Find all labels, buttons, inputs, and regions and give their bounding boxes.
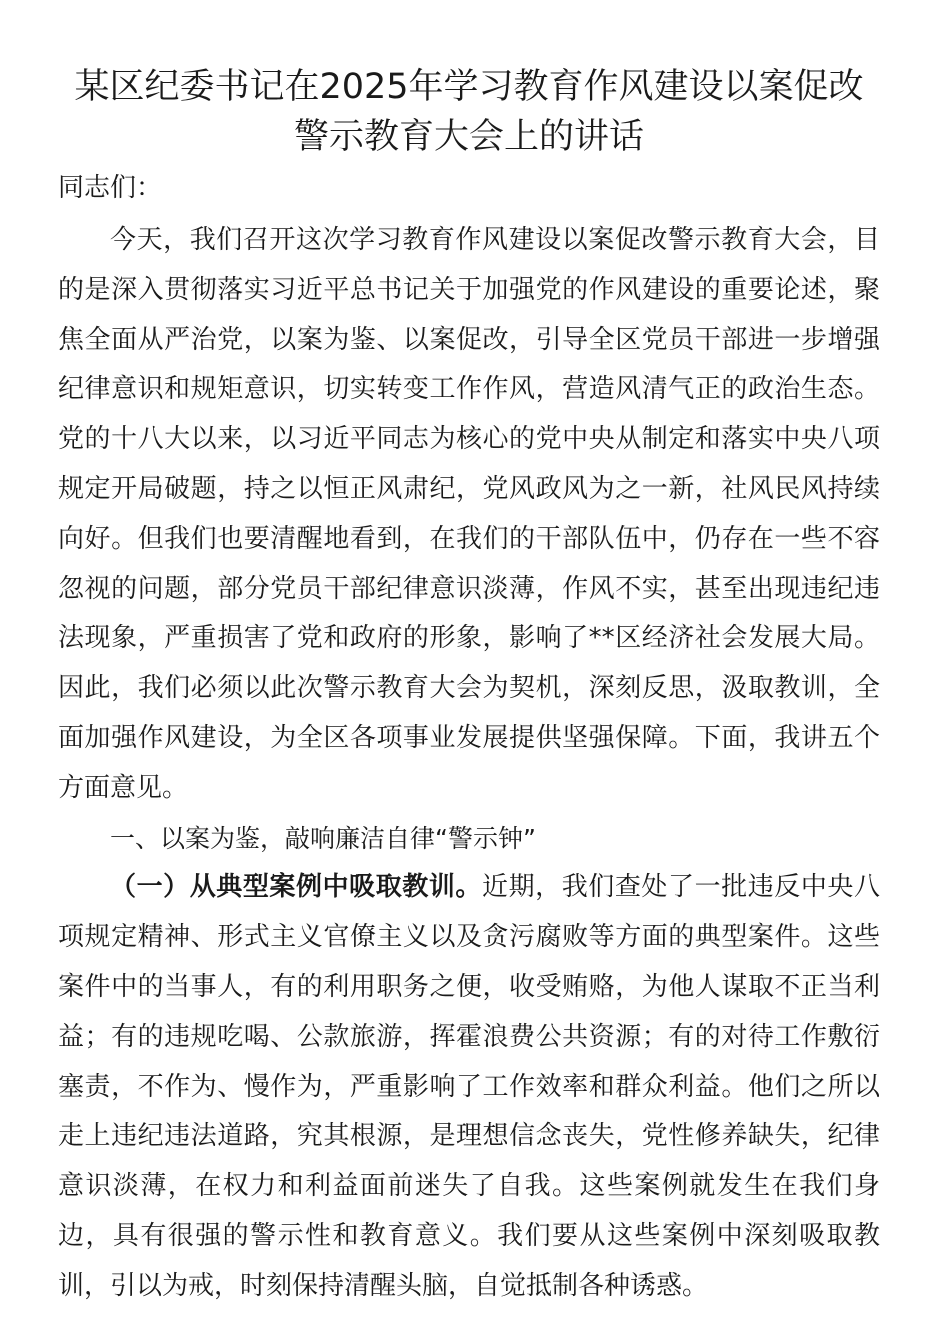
document-title xyxy=(58,62,880,162)
title-line-1: 某区纪委书记在2025年学习教育作风建设以案促改 xyxy=(74,67,864,107)
salutation: 同志们： xyxy=(58,173,163,203)
document-page xyxy=(58,62,880,1312)
intro-paragraph: 今天，我们召开这次学习教育作风建设以案促改警示教育大会，目的是深入贯彻落实习近平总书记关于加强党的作风建设的重要论述，聚焦全面从严治党，以案为鉴、以案促改，引导全区党员干部进一步增强纪律意识和规矩意识，切实转变工作作风，营造风清气正的政治生态。党的十八大以来，以习近平同志为核心的党中央从制定和落实中央八项规定开局破题，持之以恒正风肃纪，党风政风为之一新，社风民风持续向好。但我们也要清醒地看到，在我们的干部队伍中，仍存在一些不容忽视的问题，部分党员干部纪律意识淡薄，作风不实，甚至出现违纪违法现象，严重损害了党和政府的形象，影响了**区经济社会发展大局。因此，我们必须以此次警示教育大会为契机，深刻反思，汲取教训，全面加强作风建设，为全区各项事业发展提供坚强保障。下面，我讲五个方面意见。 xyxy=(58,225,880,803)
title-line-2: 警示教育大会上的讲话 xyxy=(293,117,644,157)
subsection-1-paragraph xyxy=(58,863,880,1311)
subsection-1-body: 近期，我们查处了一批违反中央八项规定精神、形式主义官僚主义以及贪污腐败等方面的典型案件。这些案件中的当事人，有的利用职务之便，收受贿赂，为他人谋取不正当利益；有的违规吃喝、公款旅游，挥霍浪费公共资源；有的对待工作敷衍塞责，不作为、慢作为，严重影响了工作效率和群众利益。他们之所以走上违纪违法道路，究其根源，是理想信念丧失，党性修养缺失，纪律意识淡薄，在权力和利益面前迷失了自我。这些案例就发生在我们身边，具有很强的警示性和教育意义。我们要从这些案例中深刻吸取教训，引以为戒，时刻保持清醒头脑，自觉抵制各种诱惑。 xyxy=(58,872,880,1301)
section-1-heading: 一、以案为鉴，敲响廉洁自律“警示钟” xyxy=(110,823,536,853)
subsection-1-heading: （一）从典型案例中吸取教训。 xyxy=(110,872,482,903)
